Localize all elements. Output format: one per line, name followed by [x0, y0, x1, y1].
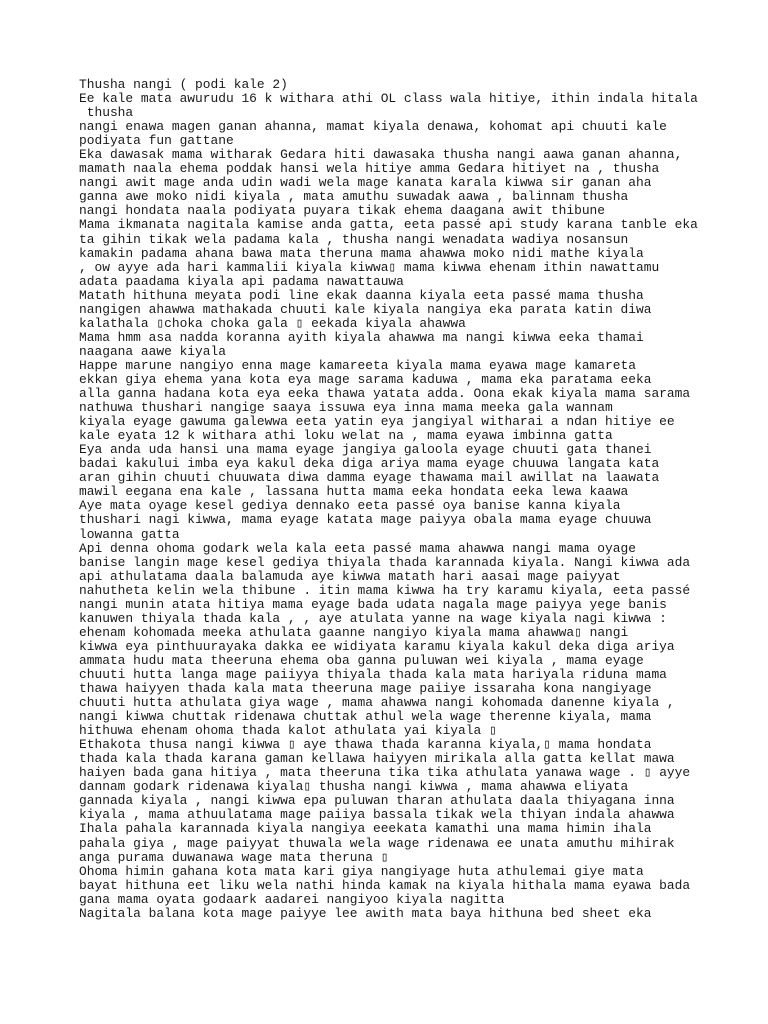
document-text-line: Ethakota thusa nangi kiwwa ▯ aye thawa thada karanna kiyala,▯ mama hondata: [79, 737, 652, 753]
document-text-line: bayat hithuna eet liku wela nathi hinda kamak na kiyala hithala mama eyawa bada: [79, 877, 691, 893]
document-text-line: podiyata fun gattane: [79, 133, 234, 149]
document-text-line: kiyala , mama athuulatama mage paiiya bassala tikak wela thiyan indala ahawwa: [79, 807, 675, 823]
document-text-line: ekkan giya ehema yana kota eya mage sarama kaduwa , mama eka paratama eeka: [79, 371, 652, 387]
document-text-line: ammata hudu mata theeruna ehema oba ganna puluwan wei kiyala , mama eyage: [79, 652, 644, 668]
document-text-line: Aye mata oyage kesel gediya dennako eeta passé oya banise kanna kiyala: [79, 498, 621, 514]
document-text-line: aran gihin chuuti chuuwata diwa damma eyage thawama mail awillat na laawata: [79, 470, 660, 486]
document-text-line: api athulatama daala balamuda aye kiwwa matath hari aasai mage paiyyat: [79, 568, 621, 584]
document-text-line: Happe marune nangiyo enna mage kamareeta kiyala mama eyawa mage kamareta: [79, 357, 636, 373]
document-text-line: ganna awe moko nidi kiyala , mata amuthu suwadak aawa , balinnam thusha: [79, 189, 629, 205]
document-text-line: nangi awit mage anda udin wadi wela mage kanata karala kiwwa sir ganan aha: [79, 175, 652, 191]
document-text-line: Api denna ohoma godark wela kala eeta passé mama ahawwa nangi mama oyage: [79, 540, 636, 556]
document-text-line: alla ganna hadana kota eya eeka thawa yatata adda. Oona ekak kiyala mama sarama: [79, 386, 691, 402]
document-text-line: kiwwa eya pinthuurayaka dakka ee widiyata karamu kiyala kakul deka diga ariya: [79, 638, 675, 654]
document-text-line: Ihala pahala karannada kiyala nangiya eeekata kamathi una mama himin ihala: [79, 821, 652, 837]
document-body: [79, 78, 761, 921]
document-text-line: kiyala eyage gawuma galewwa eeta yatin eya jangiyal witharai a ndan hitiye ee: [79, 414, 675, 430]
document-text-line: thada kala thada karana gaman kellawa haiyyen mirikala alla gatta kellat mawa: [79, 751, 675, 767]
document-text-line: nahutheta kelin wela thibune . itin mama kiwwa ha try karamu kiyala, eeta passé: [79, 582, 691, 598]
document-text-line: nangi munin atata hitiya mama eyage bada udata nagala mage paiyya yege banis: [79, 596, 667, 612]
document-text-line: thushari nagi kiwwa, mama eyage katata mage paiyya obala mama eyage chuuwa: [79, 512, 652, 528]
document-text-line: naagana aawe kiyala: [79, 343, 226, 359]
document-text-line: nangi hondata naala podiyata puyara tikak ehema daagana awit thibune: [79, 203, 606, 219]
document-text-line: gannada kiyala , nangi kiwwa epa puluwan tharan athulata daala thiyagana inna: [79, 793, 675, 809]
document-text-line: lowanna gatta: [79, 526, 180, 542]
document-text-line: chuuti hutta langa mage paiiyya thiyala thada kala mata hariyala riduna mama: [79, 666, 667, 682]
document-text-line: thawa haiyyen thada kala mata theeruna mage paiiye issaraha kona nangiyage: [79, 681, 652, 697]
document-text-line: Mama ikmanata nagitala kamise anda gatta, eeta passé api study karana tanble eka: [79, 217, 698, 233]
document-text-line: mawil eegana ena kale , lassana hutta mama eeka hondata eeka lewa kaawa: [79, 484, 629, 500]
document-text-line: nangi kiwwa chuttak ridenawa chuttak athul wela wage therenne kiyala, mama: [79, 709, 652, 725]
document-text-line: kanuwen thiyala thada kala , , aye atulata yanne na wage kiyala nagi kiwwa :: [79, 610, 667, 626]
document-text-line: gana mama oyata godaark aadarei nangiyoo kiyala nagitta: [79, 891, 505, 907]
document-text-line: kalathala ▯choka choka gala ▯ eekada kiyala ahawwa: [79, 315, 466, 331]
document-text-line: chuuti hutta athulata giya wage , mama ahawwa nangi kohomada danenne kiyala ,: [79, 695, 675, 711]
document-text-line: Nagitala balana kota mage paiyye lee awith mata baya hithuna bed sheet eka: [79, 905, 652, 921]
document-text-line: pahala giya , mage paiyyat thuwala wela wage ridenawa ee unata amuthu mihirak: [79, 835, 675, 851]
document-text-line: nangigen ahawwa mathakada chuuti kale kiyala nangiya eka parata katin diwa: [79, 301, 652, 317]
document-text-line: , ow ayye ada hari kammalii kiyala kiwwa▯ mama kiwwa ehenam ithin nawattamu: [79, 259, 660, 275]
document-text-line: Eka dawasak mama witharak Gedara hiti dawasaka thusha nangi aawa ganan ahanna,: [79, 147, 683, 163]
document-text-line: badai kakului imba eya kakul deka diga ariya mama eyage chuuwa langata kata: [79, 456, 660, 472]
document-text-line: haiyen bada gana hitiya , mata theeruna tika tika athulata yanawa wage . ▯ ayye: [79, 765, 691, 781]
document-text-line: thusha: [79, 105, 134, 121]
document-text-line: nangi enawa magen ganan ahanna, mamat kiyala denawa, kohomat api chuuti kale: [79, 119, 667, 135]
document-text-line: Ohoma himin gahana kota mata kari giya nangiyage huta athulemai giye mata: [79, 863, 644, 879]
document-text-line: banise langin mage kesel gediya thiyala thada karannada kiyala. Nangi kiwwa ada: [79, 554, 691, 570]
document-text-line: nathuwa thushari nangige saaya issuwa eya inna mama meeka gala wannam: [79, 400, 613, 416]
document-title-line: Thusha nangi ( podi kale 2): [79, 77, 288, 92]
document-text-line: Matath hithuna meyata podi line ekak daanna kiyala eeta passé mama thusha: [79, 287, 644, 303]
document-text-line: hithuwa ehenam ohoma thada kalot athulata yai kiyala ▯: [79, 723, 497, 739]
document-text-line: ta gihin tikak wela padama kala , thusha nangi wenadata wadiya nosansun: [79, 231, 629, 247]
document-text-line: ehenam kohomada meeka athulata gaanne nangiyo kiyala mama ahawwa▯ nangi: [79, 624, 629, 640]
document-text-line: kamakin padama ahana bawa mata theruna mama ahawwa moko nidi mathe kiyala: [79, 245, 644, 261]
document-text-line: Ee kale mata awurudu 16 k withara athi OL class wala hitiye, ithin indala hitala: [79, 91, 698, 107]
document-text-line: kale eyata 12 k withara athi loku welat na , mama eyawa imbinna gatta: [79, 428, 613, 444]
document-text-line: Mama hmm asa nadda koranna ayith kiyala ahawwa ma nangi kiwwa eeka thamai: [79, 329, 644, 345]
document-text-line: adata paadama kiyala api padama nawattauwa: [79, 273, 404, 289]
document-text-line: mamath naala ehema poddak hansi wela hitiye amma Gedara hitiyet na , thusha: [79, 161, 660, 177]
document-text-line: dannam godark ridenawa kiyala▯ thusha nangi kiwwa , mama ahawwa eliyata: [79, 779, 629, 795]
document-text-line: Eya anda uda hansi una mama eyage jangiya galoola eyage chuuti gata thanei: [79, 442, 652, 458]
document-text-line: anga purama duwanawa wage mata theruna ▯: [79, 849, 389, 865]
